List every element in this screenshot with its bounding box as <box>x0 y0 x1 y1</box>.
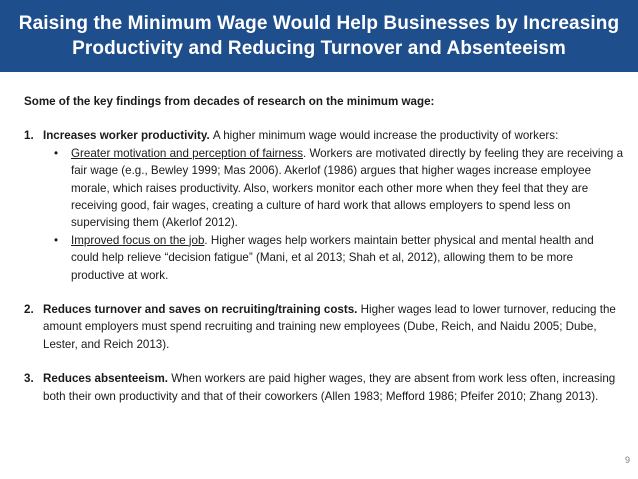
slide-title: Raising the Minimum Wage Would Help Businesses by Increasing Productivity and Reducing Turnover and Absenteeism <box>18 13 620 59</box>
finding-number: 2. <box>24 303 34 317</box>
intro-text: Some of the key findings from decades of research on the minimum wage: <box>24 95 435 108</box>
finding-item <box>24 301 624 353</box>
finding-item <box>24 127 624 284</box>
finding-number: 1. <box>24 129 34 143</box>
finding-text: A higher minimum wage would increase the productivity of workers: <box>212 129 559 143</box>
sub-bullet-text: . Higher wages help workers maintain better physical and mental health and could help relieve “decision fatigue” (Mani, et al 2013; Shah et al, 2012), allowing them to be more productive at work. <box>71 233 594 282</box>
finding-text: Higher wages lead to lower turnover, reducing the amount employers must spend recruiting and training new employees (Dube, Reich, and Naidu 2005; Dube, Lester, and Reich 2013). <box>43 303 616 351</box>
bullet-icon: • <box>54 146 59 160</box>
title-banner <box>0 0 638 72</box>
page-number: 9 <box>624 455 630 465</box>
sub-bullet-text: . Workers are motivated directly by feeling they are receiving a fair wage (e.g., Bewley 1999; Mas 2006). Akerlof (1986) argues that higher wages increase employee morale, which raises productivity. Also, workers monitor each other more when they feel that they are receiving good, fair wages, creating a culture of hard work that allows employers to spend less on supervising them (Akerlof 2012). <box>71 146 624 230</box>
sub-bullet-list <box>43 145 624 284</box>
sub-bullet-item <box>43 145 624 232</box>
bullet-icon: • <box>54 233 59 247</box>
finding-text: When workers are paid higher wages, they are absent from work less often, increasing both their own productivity and that of their coworkers (Allen 1983; Mefford 1986; Pfeifer 2010; Zhang 2013). <box>43 372 616 403</box>
finding-item <box>24 370 624 405</box>
finding-heading: Increases worker productivity. <box>43 129 213 143</box>
finding-heading: Reduces absenteeism. <box>43 372 172 386</box>
slide-body <box>24 93 624 405</box>
finding-number: 3. <box>24 372 34 386</box>
findings-list <box>24 127 624 405</box>
sub-bullet-heading: Improved focus on the job <box>71 233 205 247</box>
sub-bullet-item <box>43 232 624 284</box>
finding-heading: Reduces turnover and saves on recruiting/training costs. <box>43 303 361 317</box>
sub-bullet-heading: Greater motivation and perception of fairness <box>71 146 303 160</box>
